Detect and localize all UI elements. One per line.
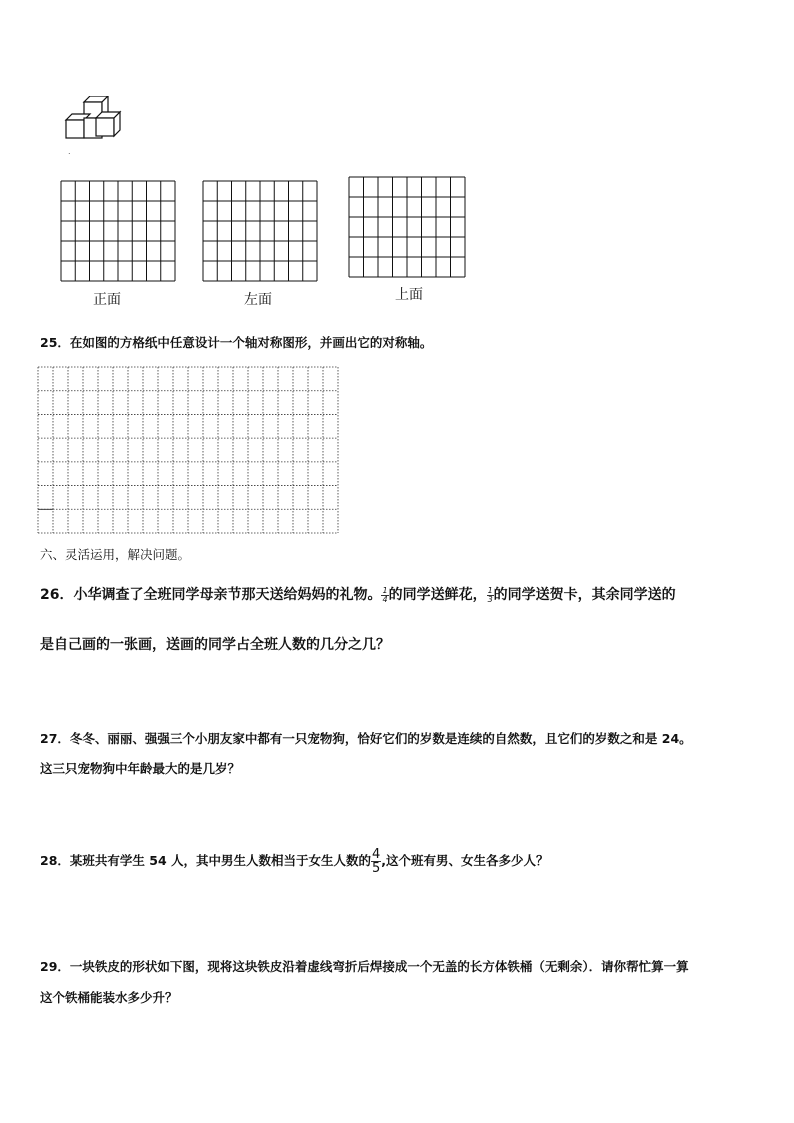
fraction-one-quarter: $\frac{1}{4}$ (382, 585, 388, 604)
question-27-line2: 这三只宠物狗中年龄最大的是几岁？ (40, 761, 241, 776)
q26-part3: 的同学送贺卡，其余同学送的 (493, 587, 676, 603)
section-6-title: 六、灵活运用，解决问题。 (40, 547, 191, 562)
fraction-one-third: $\frac{1}{3}$ (487, 585, 493, 604)
q28-part2: ,这个班有男、女生各多少人？ (381, 853, 549, 868)
q28-part1: 28．某班共有学生 54 人，其中男生人数相当于女生人数的 (40, 853, 371, 868)
q26-part1: 26．小华调查了全班同学母亲节那天送给妈妈的礼物。 (40, 587, 382, 603)
q26-part2: 的同学送鲜花， (388, 587, 487, 603)
question-29-line1: 29．一块铁皮的形状如下图，现将这块铁皮沿着虚线弯折后焊接成一个无盖的长方体铁桶（无剩余）．请你帮忙算一算 (40, 959, 689, 974)
cube-stack-figure (58, 96, 128, 158)
dotted-drawing-grid[interactable] (37, 366, 339, 534)
front-view-grid[interactable] (60, 180, 176, 282)
top-view-grid[interactable] (348, 176, 466, 278)
question-27-line1: 27．冬冬、丽丽、强强三个小朋友家中都有一只宠物狗，恰好它们的岁数是连续的自然数，且它们的岁数之和是 24。 (40, 731, 692, 746)
question-25: 25．在如图的方格纸中任意设计一个轴对称图形，并画出它的对称轴。 (40, 335, 433, 350)
question-26-line1 (40, 584, 676, 604)
question-26-line2: 是自己画的一张画，送画的同学占全班人数的几分之几？ (40, 637, 390, 653)
svg-text:.: . (68, 147, 71, 156)
question-28 (40, 848, 549, 875)
front-view-label: 正面 (93, 292, 121, 308)
fraction-four-fifths: $\frac{4}{5}$ (372, 847, 381, 876)
top-view-label: 上面 (395, 287, 423, 303)
left-view-grid[interactable] (202, 180, 318, 282)
left-view-label: 左面 (244, 292, 272, 308)
question-29-line2: 这个铁桶能装水多少升？ (40, 990, 178, 1005)
